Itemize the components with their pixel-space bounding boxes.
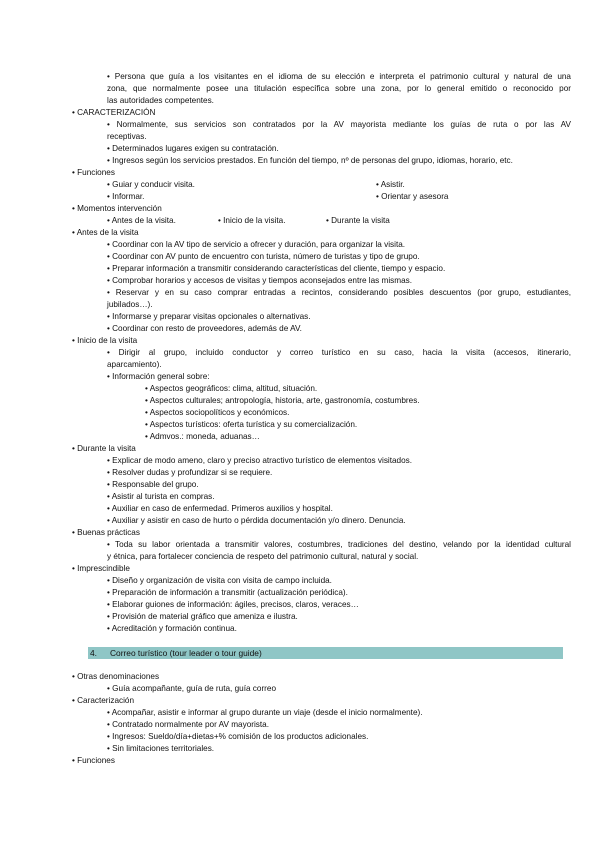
antes-item: • Coordinar con la AV tipo de servicio a ofrecer y duración, para organizar la visita. (107, 240, 406, 249)
antes-item: • Coordinar con AV punto de encuentro con turista, número de turistas y tipo de grupo. (107, 252, 420, 261)
funciones-item: • Informar. (107, 192, 145, 201)
inicio-subitem: • Admvos.: moneda, aduanas… (145, 432, 260, 441)
caracterizacion-item-3: • Ingresos según los servicios prestados. En función del tiempo, nº de personas del grupo, idiomas, horario, etc. (107, 156, 513, 165)
inicio-item-2: • Información general sobre: (107, 372, 210, 381)
imprescindible-item: • Elaborar guiones de información: ágiles, precisos, claros, veraces… (107, 600, 359, 609)
guia-definition-line-2: zona, que normalmente posee una titulación específica sobre una zona, por lo general emitido o reconocido por (107, 84, 571, 93)
antes-item: • Preparar información a transmitir considerando características del cliente, tiempo y espacio. (107, 264, 446, 273)
section-4-number: 4. (90, 648, 97, 658)
antes-item: • Coordinar con resto de proveedores, además de AV. (107, 324, 302, 333)
funciones-item: • Guiar y conducir visita. (107, 180, 195, 189)
caracterizacion-2-item: • Sin limitaciones territoriales. (107, 744, 215, 753)
momentos-item: • Inicio de la visita. (218, 216, 286, 225)
durante-item: • Responsable del grupo. (107, 480, 199, 489)
buenas-line-2: y étnica, para fortalecer conciencia de respeto del patrimonio cultural, natural y social. (107, 552, 419, 561)
imprescindible-item: • Provisión de material gráfico que ameniza e ilustra. (107, 612, 298, 621)
antes-item: • Comprobar horarios y accesos de visitas y tiempos aconsejados entre las mismas. (107, 276, 413, 285)
antes-item: • Reservar y en su caso comprar entradas a recintos, considerando posibles descuentos (por grupo, estudiantes, (107, 288, 571, 297)
antes-heading: • Antes de la visita (72, 228, 139, 237)
durante-item: • Explicar de modo ameno, claro y preciso atractivo turístico de elementos visitados. (107, 456, 413, 465)
inicio-item-1-line-1: • Dirigir al grupo, incluido conductor y correo turístico en su caso, hacia la visita (accesos, itinerario, (107, 348, 571, 357)
imprescindible-item: • Preparación de información a transmitir (actualización periódica). (107, 588, 348, 597)
caracterizacion-2-item: • Contratado normalmente por AV mayorista. (107, 720, 269, 729)
antes-item-continuation: jubilados…). (107, 300, 153, 309)
caracterizacion-item-1-line-1: • Normalmente, sus servicios son contratados por la AV mayorista mediante los guías de ruta o por las AV (107, 120, 571, 129)
inicio-item-1-line-2: aparcamiento). (107, 360, 162, 369)
funciones-item: • Asistir. (376, 180, 405, 189)
momentos-item: • Durante la visita (326, 216, 390, 225)
momentos-item: • Antes de la visita. (107, 216, 176, 225)
inicio-subitem: • Aspectos culturales; antropología, historia, arte, gastronomía, costumbres. (145, 396, 420, 405)
caracterizacion-2-item: • Ingresos: Sueldo/día+dietas+% comisión de los productos adicionales. (107, 732, 369, 741)
momentos-heading: • Momentos intervención (72, 204, 162, 213)
inicio-heading: • Inicio de la visita (72, 336, 138, 345)
funciones-heading: • Funciones (72, 168, 115, 177)
caracterizacion-item-2: • Determinados lugares exigen su contratación. (107, 144, 279, 153)
imprescindible-heading: • Imprescindible (72, 564, 130, 573)
guia-definition-line-1: • Persona que guía a los visitantes en el idioma de su elección e interpreta el patrimonio cultural y natural de una (107, 72, 571, 81)
otras-heading: • Otras denominaciones (72, 672, 160, 681)
caracterizacion-item-1-line-2: receptivas. (107, 132, 147, 141)
inicio-subitem: • Aspectos turísticos: oferta turística y su comercialización. (145, 420, 358, 429)
caracterizacion-2-heading: • Caracterización (72, 696, 135, 705)
durante-item: • Auxiliar en caso de enfermedad. Primeros auxilios y hospital. (107, 504, 333, 513)
durante-item: • Resolver dudas y profundizar si se requiere. (107, 468, 273, 477)
inicio-subitem: • Aspectos sociopolíticos y económicos. (145, 408, 290, 417)
buenas-line-1: • Toda su labor orientada a transmitir valores, costumbres, tradiciones del destino, velando por la identidad cultural (107, 540, 571, 549)
section-4-header (88, 647, 563, 659)
caracterizacion-heading: • CARACTERIZACIÓN (72, 108, 156, 117)
imprescindible-item: • Acreditación y formación continua. (107, 624, 237, 633)
otras-item: • Guía acompañante, guía de ruta, guía correo (107, 684, 276, 693)
durante-item: • Auxiliar y asistir en caso de hurto o pérdida documentación y/o dinero. Denuncia. (107, 516, 406, 525)
durante-heading: • Durante la visita (72, 444, 136, 453)
antes-item: • Informarse y preparar visitas opcionales o alternativas. (107, 312, 311, 321)
guia-definition-line-3: las autoridades competentes. (107, 96, 214, 105)
imprescindible-item: • Diseño y organización de visita con visita de campo incluida. (107, 576, 332, 585)
durante-item: • Asistir al turista en compras. (107, 492, 215, 501)
caracterizacion-2-item: • Acompañar, asistir e informar al grupo durante un viaje (desde el inicio normalmente). (107, 708, 423, 717)
section-4-title: Correo turístico (tour leader o tour guide) (110, 648, 262, 658)
inicio-subitem: • Aspectos geográficos: clima, altitud, situación. (145, 384, 318, 393)
funciones-2-heading: • Funciones (72, 756, 115, 765)
buenas-heading: • Buenas prácticas (72, 528, 140, 537)
funciones-item: • Orientar y asesora (376, 192, 449, 201)
